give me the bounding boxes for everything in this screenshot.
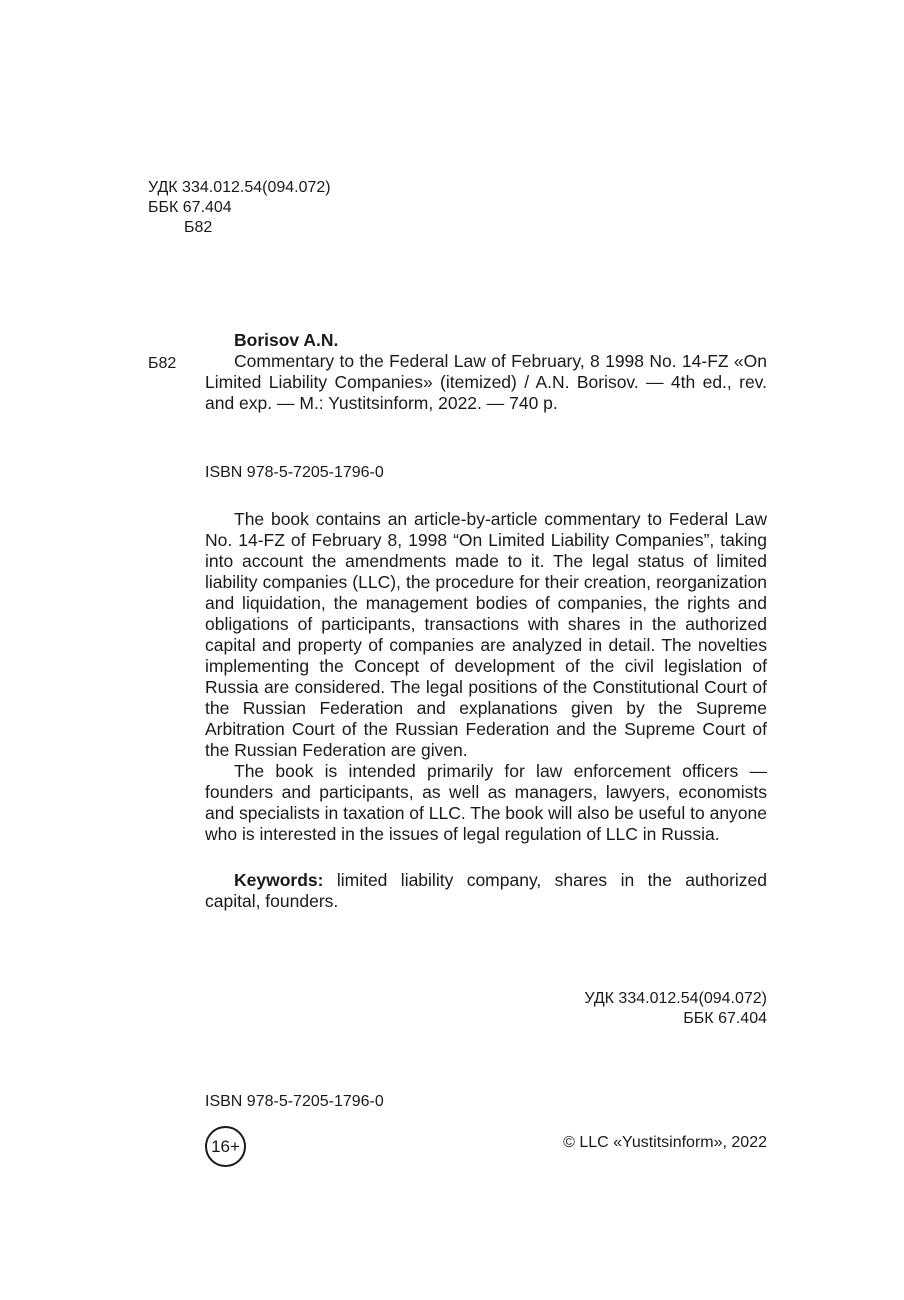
bbk-code: ББК 67.404 — [148, 199, 232, 216]
copyright-notice: © LLC «Yustitsinform», 2022 — [563, 1134, 767, 1151]
keywords-label: Keywords: — [234, 870, 324, 890]
age-rating-label: 16+ — [211, 1136, 240, 1156]
author-mark-code: Б82 — [184, 219, 213, 236]
annotation-paragraph: The book is intended primarily for law enforcement officers — founders and participants, as well as managers, lawyers, economists and specialists in taxation of LLC. The book will also be useful to anyone who is interested in the issues of legal regulation of LLC in Russia. — [205, 761, 767, 844]
isbn-bottom: ISBN 978-5-7205-1796-0 — [205, 1093, 384, 1110]
classification-codes-top — [148, 178, 331, 238]
classification-codes-bottom — [584, 989, 767, 1029]
bibliographic-citation: Commentary to the Federal Law of February, 8 1998 No. 14-FZ «On Limited Liability Companies» (itemized) / A.N. Borisov. — 4th ed., rev. and exp. — M.: Yustitsinform, 2022. — 740 p. — [205, 351, 767, 413]
author-name: Borisov A.N. — [234, 330, 339, 350]
bbk-code: ББК 67.404 — [683, 1010, 767, 1027]
keywords-text: limited liability company, shares in the authorized capital, founders. — [205, 870, 767, 911]
annotation — [205, 509, 767, 845]
isbn-top: ISBN 978-5-7205-1796-0 — [205, 464, 384, 481]
keywords — [205, 870, 767, 912]
age-rating-badge — [205, 1126, 246, 1167]
udk-code: УДК 334.012.54(094.072) — [148, 179, 331, 196]
author-mark-left: Б82 — [148, 355, 177, 372]
udk-code: УДК 334.012.54(094.072) — [584, 990, 767, 1007]
annotation-paragraph: The book contains an article-by-article commentary to Federal Law No. 14-FZ of February 8, 1998 “On Limited Liability Companies”, taking into account the amendments made to it. The legal status of limited liability companies (LLC), the procedure for their creation, reorganization and liquidation, the management bodies of companies, the rights and obligations of participants, transactions with shares in the authorized capital and property of companies are analyzed in detail. The novelties implementing the Concept of development of the civil legislation of Russia are considered. The legal positions of the Constitutional Court of the Russian Federation and explanations given by the Supreme Arbitration Court of the Russian Federation and the Supreme Court of the Russian Federation are given. — [205, 509, 767, 760]
